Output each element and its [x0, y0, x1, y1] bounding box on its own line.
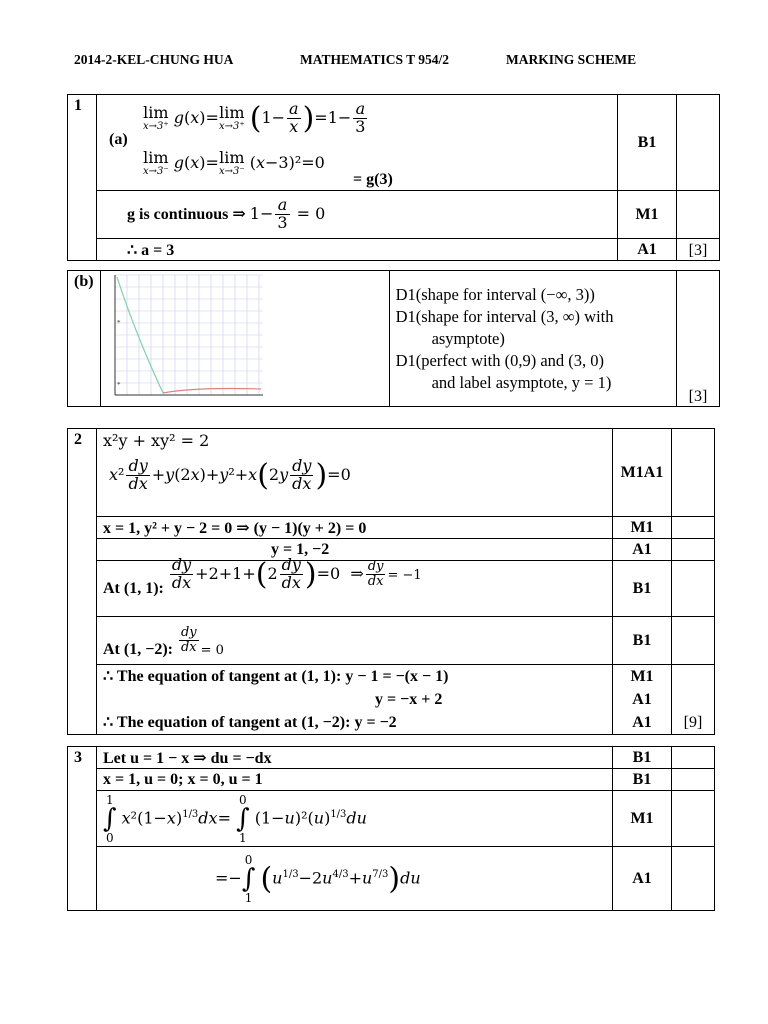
marks-description [389, 271, 676, 407]
sketch-graph [105, 273, 265, 399]
q2-row5 [97, 617, 613, 665]
mark: B1 [613, 617, 672, 665]
q1b-table [67, 270, 720, 407]
q2-row3: y = 1, −2 [97, 539, 613, 561]
curve-right [163, 389, 261, 394]
d1-line: D1(perfect with (0,9) and (3, 0) [395, 350, 605, 370]
derivative-zero: $\frac{dy}{dx}$ = 0 [180, 625, 224, 658]
d1-line: and label asymptote, y = 1) [431, 372, 612, 392]
exam-code: 2014-2-KEL-CHUNG HUA [74, 52, 234, 67]
mark: M1 [613, 791, 672, 847]
q2-row2: x = 1, y² + y − 2 = 0 ⇒ (y − 1)(y + 2) = 0 [97, 517, 613, 539]
mark: M1A1 [613, 429, 672, 517]
left-limit-expr: lim x→3⁻ g(x)=lim x→3⁻ (x−3)²=0 [143, 147, 325, 178]
q3-expanded: =−0 ∫ 1 $(u^{1/3}-2u^{4/3}+u^{7/3})du$ [97, 847, 613, 911]
question-number: 2 [68, 429, 97, 735]
equals-g3: = g(3) [353, 170, 393, 188]
result-cell [97, 239, 618, 261]
document-header [74, 52, 708, 70]
tangent-line-1: ∴ The equation of tangent at (1, 1): y − 1 = −(x − 1) [103, 668, 449, 685]
d1-line: D1(shape for interval (3, ∞) with [395, 306, 614, 326]
point-label: At (1, 1): [103, 580, 164, 597]
q1a-table [67, 94, 720, 261]
q2-row4 [97, 555, 613, 617]
continuity-text: g is continuous ⇒ [127, 206, 246, 223]
question-number: 1 [68, 95, 97, 261]
derivative-at-point: $\frac{dy}{dx}$ +2+1+(2 $\frac{dy}{dx}$ )=0 ⇒ $\frac{dy}{dx}$ = −1 [171, 555, 422, 592]
question-number: 3 [68, 747, 97, 911]
scheme-title: MARKING SCHEME [506, 52, 637, 67]
continuity-cell [97, 191, 618, 239]
mark: B1 [613, 561, 672, 617]
marks-stack: M1 A1 A1 [613, 665, 672, 735]
q2-diff-cell [97, 429, 613, 517]
mark: B1 [618, 95, 677, 191]
d1-line: asymptote) [431, 328, 505, 348]
mark: B1 [613, 747, 672, 769]
right-limit-expr: lim x→3⁺ g(x)=lim x→3⁺ (1− $\frac{a}{x}$ )=1− $\frac{a}{3}$ [143, 98, 366, 136]
part-label: (b) [68, 271, 101, 407]
q3-row1: Let u = 1 − x ⇒ du = −dx [97, 747, 613, 769]
q3-substitution: 1 ∫ 0 $x^2(1-x)^{1/3}dx= 0$ ∫ 1 $(1-u)^2(u)^{1/3}du$ [97, 791, 613, 847]
given-equation: x²y + xy² = 2 [103, 431, 210, 450]
mark: A1 [613, 539, 672, 561]
svg-text:*: * [116, 381, 121, 389]
implicit-derivative: x² $\frac{dy}{dx}$ +y(2x)+y²+x(2y $\frac{dy}{dx}$ )=0 [109, 456, 351, 493]
tangent-simplified: y = −x + 2 [375, 691, 443, 708]
mark: M1 [613, 517, 672, 539]
q1a-limits-cell [97, 95, 618, 191]
q3-table [67, 746, 715, 911]
d1-line: D1(shape for interval (−∞, 3)) [395, 284, 595, 304]
mark: A1 [618, 239, 677, 261]
mark: A1 [613, 847, 672, 911]
total-mark: [3] [677, 271, 720, 407]
mark: M1 [618, 191, 677, 239]
q2-tangents [97, 665, 613, 735]
total-mark: [3] [677, 239, 720, 261]
svg-text:*: * [116, 319, 121, 327]
point-label: At (1, −2): [103, 641, 173, 658]
graph-cell [100, 271, 389, 407]
continuity-expr: 1− $\frac{a}{3}$ = 0 [249, 195, 326, 232]
q3-row2: x = 1, u = 0; x = 0, u = 1 [97, 769, 613, 791]
tangent-line-2: ∴ The equation of tangent at (1, −2): y = −2 [103, 714, 397, 731]
result-text: ∴ a = 3 [127, 241, 175, 259]
mark: B1 [613, 769, 672, 791]
total-mark: [9] [672, 665, 715, 735]
q2-table [67, 428, 715, 735]
subject-title: MATHEMATICS T 954/2 [300, 52, 450, 67]
part-label: (a) [109, 130, 128, 148]
